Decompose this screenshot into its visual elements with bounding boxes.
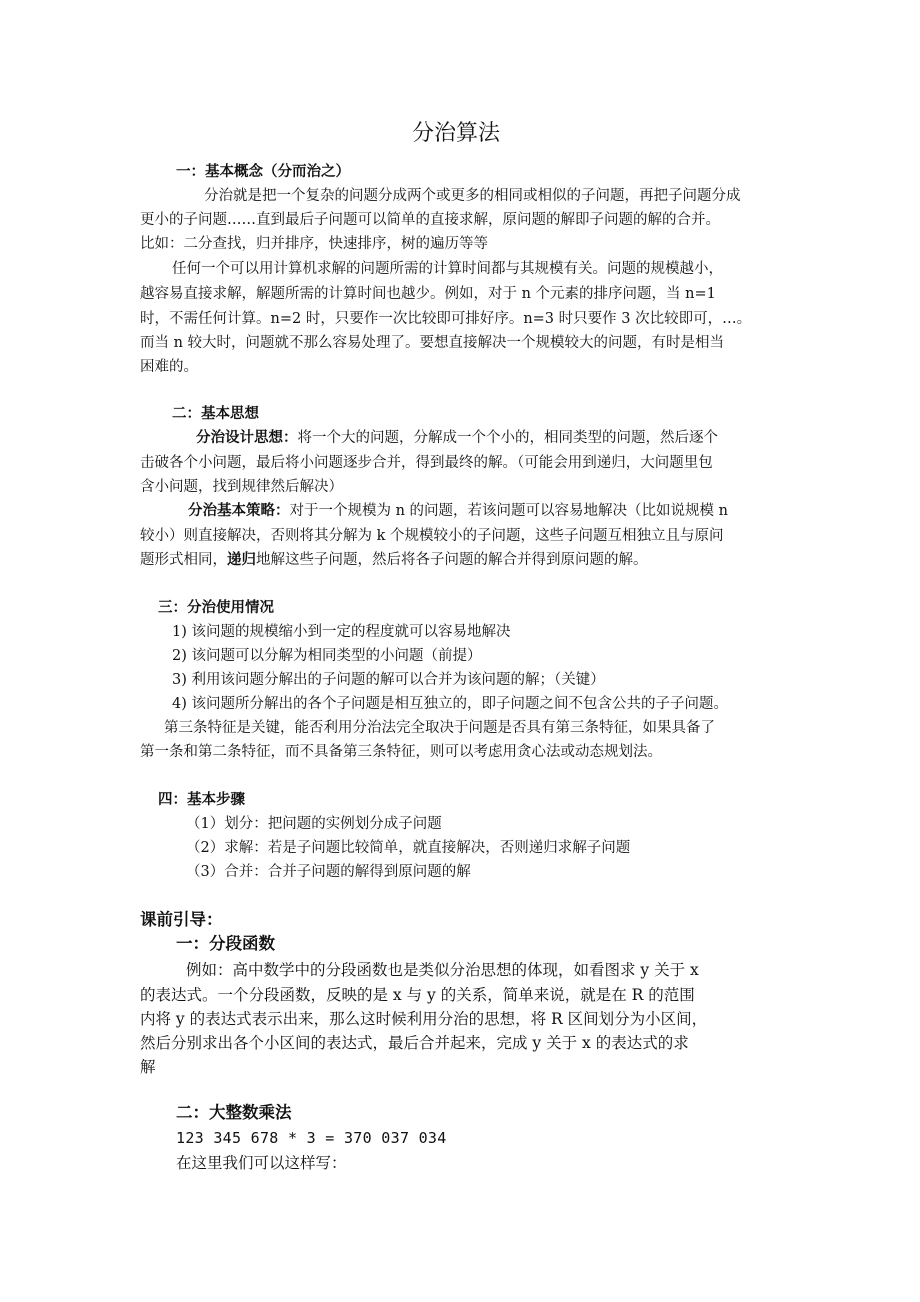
s2-p2-line-3-a: 题形式相同， [140,552,227,568]
s2-p1-line-3: 含小问题，找到规律然后解决） [140,479,343,495]
s3-item-3: 3) 利用该问题分解出的子问题的解可以合并为该问题的解；（关键） [172,672,605,688]
s4-item-1: （1）划分：把问题的实例划分成子问题 [186,816,442,832]
section-1-heading: 一：基本概念（分而治之） [176,164,350,180]
s4-item-3: （3）合并：合并子问题的解得到原问题的解 [186,864,471,880]
s2-p2-line-2: 较小）则直接解决，否则将其分解为 k 个规模较小的子问题，这些子问题互相独立且与原问 [140,528,724,544]
section-4-heading: 四：基本步骤 [158,792,245,808]
intro-p1-line-5: 解 [140,1058,156,1076]
intro-heading: 课前引导： [140,910,223,929]
s3-item-2: 2) 该问题可以分解为相同类型的小问题（前提） [172,648,482,664]
strategy-text: 对于一个规模为 n 的问题，若该问题可以容易地解决（比如说规模 n [289,503,729,519]
s1-p2-line-5: 困难的。 [140,359,198,375]
section-2-heading: 二：基本思想 [172,406,259,422]
s2-p1-line-2: 击破各个小问题，最后将小问题逐步合并，得到最终的解。（可能会用到递归，大问题里包 [140,455,713,471]
intro-sub-2: 二：大整数乘法 [176,1103,292,1122]
s2-p1-line-1 [196,428,718,448]
s3-item-1: 1) 该问题的规模缩小到一定的程度就可以容易地解决 [172,624,511,640]
s1-p1-line-2: 更小的子问题……直到最后子问题可以简单的直接求解，原问题的解即子问题的解的合并。 [140,212,720,228]
intro-p1-line-3: 内将 y 的表达式表示出来，那么这时候利用分治的思想，将 R 区间划分为小区间， [140,1010,708,1028]
s3-note-line-2: 第一条和第二条特征，而不具备第三条特征，则可以考虑用贪心法或动态规划法。 [140,744,662,760]
intro-sub-1: 一：分段函数 [176,934,275,953]
s1-p2-line-1: 任何一个可以用计算机求解的问题所需的计算时间都与其规模有关。问题的规模越小， [172,261,723,277]
intro-p1-line-1: 例如：高中数学中的分段函数也是类似分治思想的体现，如看图求 y 关于 x [186,961,699,979]
multiplication-formula: 123 345 678 * 3 = 370 037 034 [176,1129,447,1147]
design-idea-label: 分治设计思想： [196,430,298,446]
intro-p1-line-4: 然后分别求出各个小区间的表达式，最后合并起来，完成 y 关于 x 的表达式的求 [140,1034,689,1052]
recursion-bold: 递归 [227,552,256,568]
s2-p2-line-1 [188,501,728,521]
s1-p2-line-2: 越容易直接求解，解题所需的计算时间也越少。例如，对于 n 个元素的排序问题，当 n=1 [140,286,716,302]
intro-p1-line-2: 的表达式。一个分段函数，反映的是 x 与 y 的关系，简单来说，就是在 R 的范围 [140,986,695,1004]
s2-p2-line-3-b: 地解这些子问题，然后将各子问题的解合并得到原问题的解。 [256,552,648,568]
s1-p1-line-1: 分治就是把一个复杂的问题分成两个或更多的相同或相似的子问题，再把子问题分成 [204,188,741,204]
s1-p2-line-4: 而当 n 较大时，问题就不那么容易处理了。要想直接解决一个规模较大的问题，有时是相当 [140,335,725,351]
s1-p1-line-3: 比如：二分查找，归并排序，快速排序，树的遍历等等 [140,236,488,252]
page-title: 分治算法 [412,121,501,146]
s3-item-4: 4) 该问题所分解出的各个子问题是相互独立的，即子问题之间不包含公共的子子问题。 [172,696,728,712]
strategy-label: 分治基本策略： [188,503,290,519]
s2-p2-line-3 [140,550,648,570]
design-idea-text: 将一个大的问题，分解成一个个小的，相同类型的问题，然后逐个 [297,430,718,446]
s1-p2-line-3: 时，不需任何计算。n=2 时，只要作一次比较即可排好序。n=3 时只要作 3 次比较即可，…。 [140,311,752,327]
intro-p2: 在这里我们可以这样写： [176,1154,347,1172]
s3-note-line-1: 第三条特征是关键，能否利用分治法完全取决于问题是否具有第三条特征，如果具备了 [164,720,715,736]
section-3-heading: 三：分治使用情况 [158,600,274,616]
s4-item-2: （2）求解：若是子问题比较简单，就直接解决，否则递归求解子问题 [186,840,631,856]
